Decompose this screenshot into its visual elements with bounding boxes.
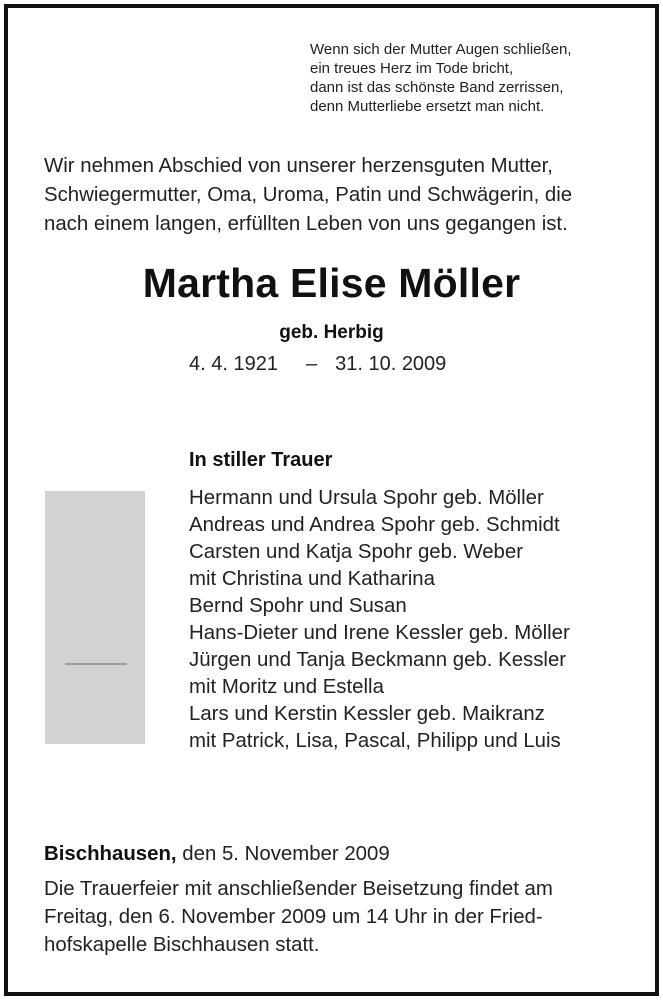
mourner-line: mit Moritz und Estella [189, 676, 384, 698]
poem-line: Wenn sich der Mutter Augen schließen, [310, 41, 572, 58]
mourner-line: mit Christina und Katharina [189, 568, 435, 590]
mourner-line: Carsten und Katja Spohr geb. Weber [189, 541, 524, 563]
death-date: 31. 10. 2009 [335, 353, 447, 375]
intro-line: Schwiegermutter, Oma, Uroma, Patin und Schwägerin, die [44, 184, 573, 206]
birth-date: 4. 4. 1921 [189, 353, 278, 375]
mourner-line: Jürgen und Tanja Beckmann geb. Kessler [189, 649, 567, 671]
mourner-line: Hermann und Ursula Spohr geb. Möller [189, 487, 544, 509]
service-line: Freitag, den 6. November 2009 um 14 Uhr in der Fried- [44, 906, 543, 928]
mourner-line: Andreas und Andrea Spohr geb. Schmidt [189, 514, 560, 536]
poem-line: ein treues Herz im Tode bricht, [310, 60, 514, 77]
mourners-list [189, 485, 629, 755]
announcement-date: den 5. November 2009 [182, 843, 390, 865]
service-text [44, 875, 634, 959]
mourner-line: mit Patrick, Lisa, Pascal, Philipp und Luis [189, 730, 561, 752]
poem [310, 40, 630, 116]
photo-placeholder [45, 491, 145, 744]
intro-line: nach einem langen, erfüllten Leben von uns gegangen ist. [44, 213, 568, 235]
date-dash: – [305, 353, 318, 375]
mourner-line: Hans-Dieter und Irene Kessler geb. Möller [189, 622, 570, 644]
poem-line: denn Mutterliebe ersetzt man nicht. [310, 98, 545, 115]
mourner-line: Bernd Spohr und Susan [189, 595, 407, 617]
deceased-name: Martha Elise Möller [142, 260, 521, 306]
intro-text [44, 152, 634, 239]
poem-line: dann ist das schönste Band zerrissen, [310, 79, 564, 96]
mourner-line: Lars und Kerstin Kessler geb. Maikranz [189, 703, 545, 725]
place-date-line [44, 843, 390, 866]
service-line: Die Trauerfeier mit anschließender Beisetzung findet am [44, 878, 553, 900]
life-dates [189, 353, 509, 376]
place-name: Bischhausen, [44, 843, 177, 865]
maiden-name: geb. Herbig [279, 322, 384, 343]
mourners-title: In stiller Trauer [189, 449, 333, 471]
intro-line: Wir nehmen Abschied von unserer herzensguten Mutter, [44, 155, 553, 177]
photo-caption-mark [65, 663, 127, 665]
service-line: hofskapelle Bischhausen statt. [44, 934, 320, 956]
